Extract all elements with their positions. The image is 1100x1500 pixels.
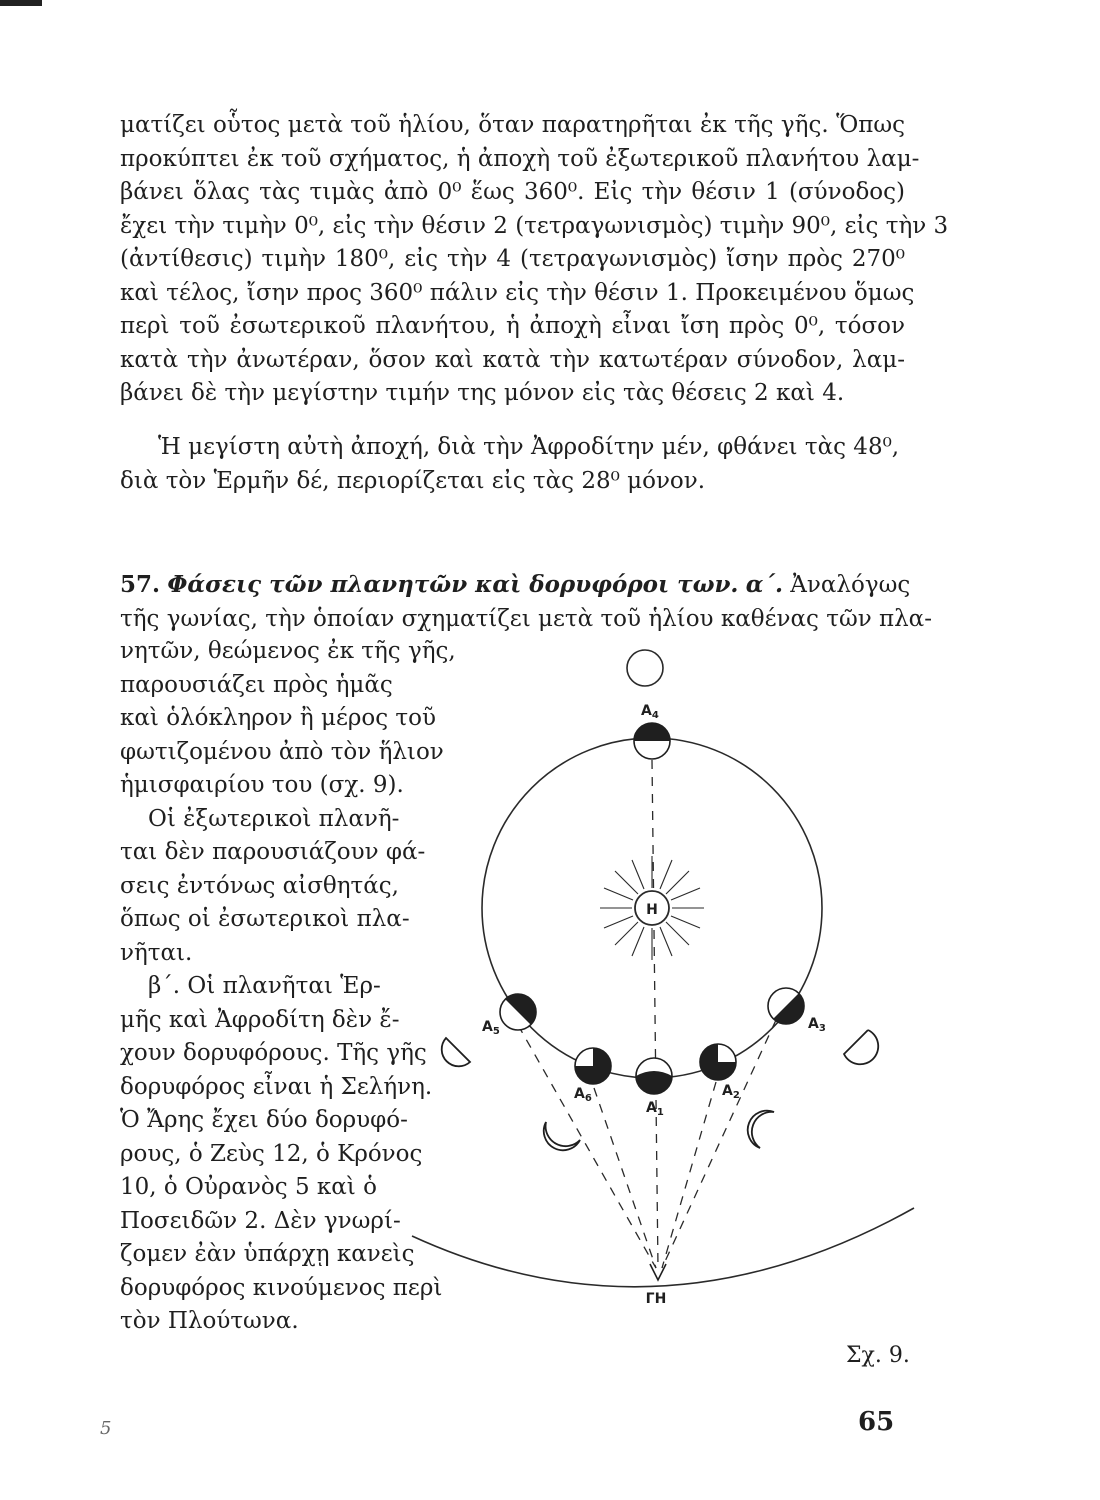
column-line: νῆται.: [120, 939, 193, 966]
earth-horizon-arc: [412, 1208, 914, 1287]
earth-label: ΓΗ: [645, 1291, 667, 1307]
column-text: [120, 635, 456, 1339]
paragraph-line: κατὰ τὴν ἀνωτέραν, ὅσον καὶ κατὰ τὴν κατωτέραν σύνοδον, λαμ-: [120, 346, 905, 373]
sight-line-a4: [652, 760, 658, 1268]
phase-view-right-crescent: [748, 1111, 774, 1148]
earth-arrow-icon: [650, 1264, 666, 1280]
paragraph-line: ματίζει οὗτος μετὰ τοῦ ἡλίου, ὅταν παρατηρῆται ἐκ τῆς γῆς. Ὅπως: [120, 112, 905, 138]
column-line: 10, ὁ Οὐρανὸς 5 καὶ ὁ: [120, 1174, 377, 1200]
paragraph-2: [120, 431, 905, 498]
planet-a4: [634, 723, 670, 759]
position-label-a2: $A_2$: [722, 1083, 740, 1101]
paragraph-line: βάνει ὅλας τὰς τιμὰς ἀπὸ 0⁰ ἕως 360⁰. Εἰς τὴν θέσιν 1 (σύνοδος): [120, 179, 905, 205]
sun-label: Η: [646, 902, 658, 918]
scan-corner-mark: [0, 0, 42, 6]
column-line: δορυφόρος κινούμενος περὶ: [120, 1274, 443, 1301]
column-line: τὸν Πλούτωνα.: [120, 1308, 299, 1334]
column-line: ὅπως οἱ ἐσωτερικοὶ πλα-: [120, 906, 410, 932]
column-line: ζομεν ἐὰν ὑπάρχῃ κανεὶς: [120, 1241, 415, 1267]
paragraph-line: ἔχει τὴν τιμὴν 0⁰, εἰς τὴν θέσιν 2 (τετραγωνισμὸς) τιμὴν 90⁰, εἰς τὴν 3: [120, 212, 949, 239]
column-line: χουν δορυφόρους. Τῆς γῆς: [120, 1040, 427, 1066]
section-intro-line: τῆς γωνίας, τὴν ὁποίαν σχηματίζει μετὰ τοῦ ἡλίου καθένας τῶν πλα-: [120, 605, 932, 632]
outer-position-circle: [627, 650, 663, 686]
phase-view-left-half: [442, 1038, 470, 1066]
position-label-a4: $A_4$: [641, 703, 659, 721]
column-line: μῆς καὶ Ἀφροδίτη δὲν ἔ-: [120, 1006, 400, 1033]
paragraph-line: περὶ τοῦ ἐσωτερικοῦ πλανήτου, ἡ ἀποχὴ εἶναι ἴση πρὸς 0⁰, τόσον: [120, 313, 905, 339]
phase-view-right-half: [844, 1030, 878, 1064]
paragraph-1: [120, 109, 949, 411]
column-line: Οἱ ἐξωτερικοὶ πλανῆ-: [148, 805, 400, 832]
section-title: Φάσεις τῶν πλανητῶν καὶ δορυφόροι των.: [167, 571, 739, 598]
section-57: [120, 568, 932, 636]
figure-caption: Σχ. 9.: [846, 1343, 910, 1368]
position-label-a5: $A_5$: [482, 1019, 500, 1037]
page-number: 65: [858, 1407, 895, 1437]
sight-line-a2: [662, 1082, 716, 1268]
planet-a6: [575, 1048, 611, 1084]
planet-a2: [700, 1044, 736, 1080]
position-label-a1: $A_1$: [646, 1100, 664, 1118]
column-line: νητῶν, θεώμενος ἐκ τῆς γῆς,: [120, 638, 456, 664]
column-line: ἡμισφαιρίου του (σχ. 9).: [120, 772, 404, 798]
phase-view-left-crescent: [544, 1122, 580, 1150]
planet-a3: [768, 988, 804, 1024]
position-label-a3: $A_3$: [808, 1016, 826, 1034]
paragraph-line: προκύπτει ἐκ τοῦ σχήματος, ἡ ἀποχὴ τοῦ ἐξωτερικοῦ πλανήτου λαμ-: [120, 145, 920, 172]
column-line: β΄. Οἱ πλανῆται Ἑρ-: [148, 973, 381, 999]
section-heading-line: [120, 568, 911, 603]
column-line: Ποσειδῶν 2. Δὲν γνωρί-: [120, 1207, 401, 1234]
section-number: 57.: [120, 571, 161, 598]
figure-9-planet-phases: [400, 640, 920, 1320]
column-line: ται δὲν παρουσιάζουν φά-: [120, 839, 426, 865]
subsection-a-label: α΄.: [745, 571, 783, 598]
column-line: ρους, ὁ Ζεὺς 12, ὁ Κρόνος: [120, 1140, 423, 1167]
paragraph-line: βάνει δὲ τὴν μεγίστην τιμήν της μόνον εἰς τὰς θέσεις 2 καὶ 4.: [120, 380, 845, 406]
paragraph-line: Ἡ μεγίστη αὐτὴ ἀποχή, διὰ τὴν Ἀφροδίτην μέν, φθάνει τὰς 48⁰,: [158, 434, 900, 460]
paragraph-line: καὶ τέλος, ἴσην προς 360⁰ πάλιν εἰς τὴν θέσιν 1. Προκειμένου ὅμως: [120, 279, 915, 306]
column-line: σεις ἐντόνως αἰσθητάς,: [120, 872, 399, 899]
planet-a1: [636, 1058, 672, 1094]
paragraph-line: (ἀντίθεσις) τιμὴν 180⁰, εἰς τὴν 4 (τετραγωνισμὸς) ἴσην πρὸς 270⁰: [120, 246, 905, 272]
column-line: φωτιζομένου ἀπὸ τὸν ἥλιον: [120, 738, 444, 765]
position-label-a6: $A_6$: [574, 1086, 592, 1104]
planet-a5: [500, 994, 536, 1030]
column-line: Ὁ Ἄρης ἔχει δύο δορυφό-: [120, 1107, 408, 1133]
column-line: δορυφόρος εἶναι ἡ Σελήνη.: [120, 1073, 433, 1100]
section-intro-start: Ἀναλόγως: [790, 572, 911, 598]
paragraph-line: διὰ τὸν Ἑρμῆν δέ, περιορίζεται εἰς τὰς 28⁰ μόνον.: [120, 467, 706, 494]
column-line: παρουσιάζει πρὸς ἡμᾶς: [120, 671, 393, 698]
column-line: καὶ ὁλόκληρον ἢ μέρος τοῦ: [120, 705, 436, 731]
signature-mark: 5: [100, 1418, 112, 1439]
